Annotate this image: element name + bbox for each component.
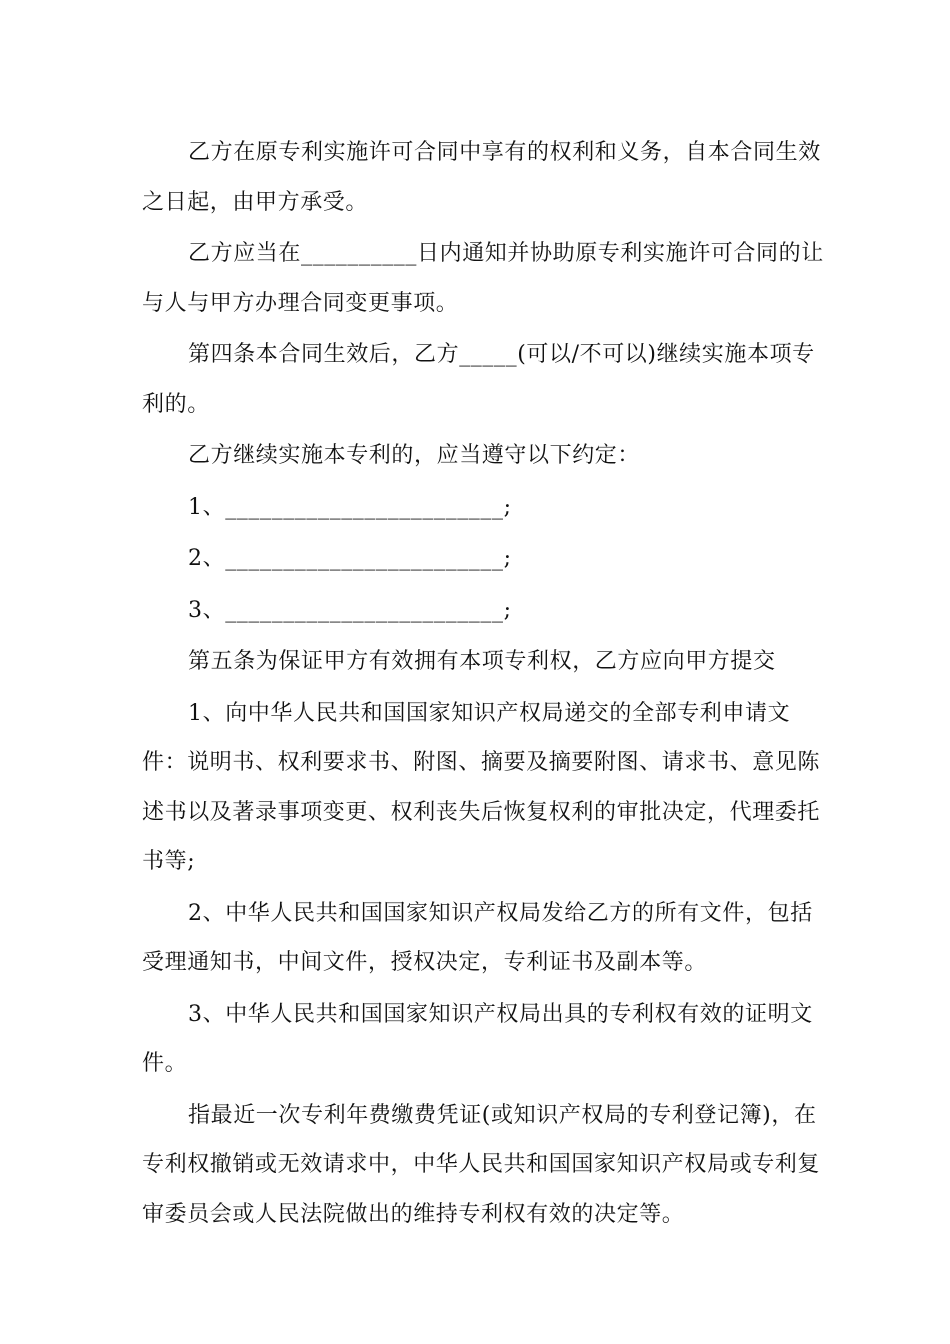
paragraph-continue-terms: 乙方继续实施本专利的，应当遵守以下约定： bbox=[188, 443, 641, 468]
list-item-1: 1、________________________; bbox=[188, 494, 512, 520]
list-item-3: 3、________________________; bbox=[188, 597, 512, 623]
list-item-2: 2、________________________; bbox=[188, 546, 512, 571]
document-body bbox=[142, 128, 832, 1241]
paragraph-rights-transfer: 乙方在原专利实施许可合同中享有的权利和义务，自本合同生效之日起，由甲方承受。 bbox=[142, 140, 821, 215]
paragraph-article-5: 第五条为保证甲方有效拥有本项专利权，乙方应向甲方提交 bbox=[188, 649, 776, 674]
paragraph-item-application-docs: 1、向中华人民共和国国家知识产权局递交的全部专利申请文件：说明书、权利要求书、附图、摘要及摘要附图、请求书、意见陈述书以及著录事项变更、权利丧失后恢复权利的审批决定，代理委托书等; bbox=[142, 700, 821, 874]
paragraph-article-4: 第四条本合同生效后，乙方_____(可以/不可以)继续实施本项专利的。 bbox=[142, 342, 815, 417]
paragraph-notify-assignor: 乙方应当在__________日内通知并协助原专利实施许可合同的让与人与甲方办理合同变更事项。 bbox=[142, 241, 824, 316]
paragraph-item-office-docs: 2、中华人民共和国国家知识产权局发给乙方的所有文件，包括受理通知书，中间文件，授权决定，专利证书及副本等。 bbox=[142, 900, 813, 975]
paragraph-annual-fee: 指最近一次专利年费缴费凭证(或知识产权局的专利登记簿)，在专利权撤销或无效请求中，中华人民共和国国家知识产权局或专利复审委员会或人民法院做出的维持专利权有效的决定等。 bbox=[142, 1102, 821, 1227]
paragraph-item-validity-proof: 3、中华人民共和国国家知识产权局出具的专利权有效的证明文件。 bbox=[142, 1001, 813, 1076]
